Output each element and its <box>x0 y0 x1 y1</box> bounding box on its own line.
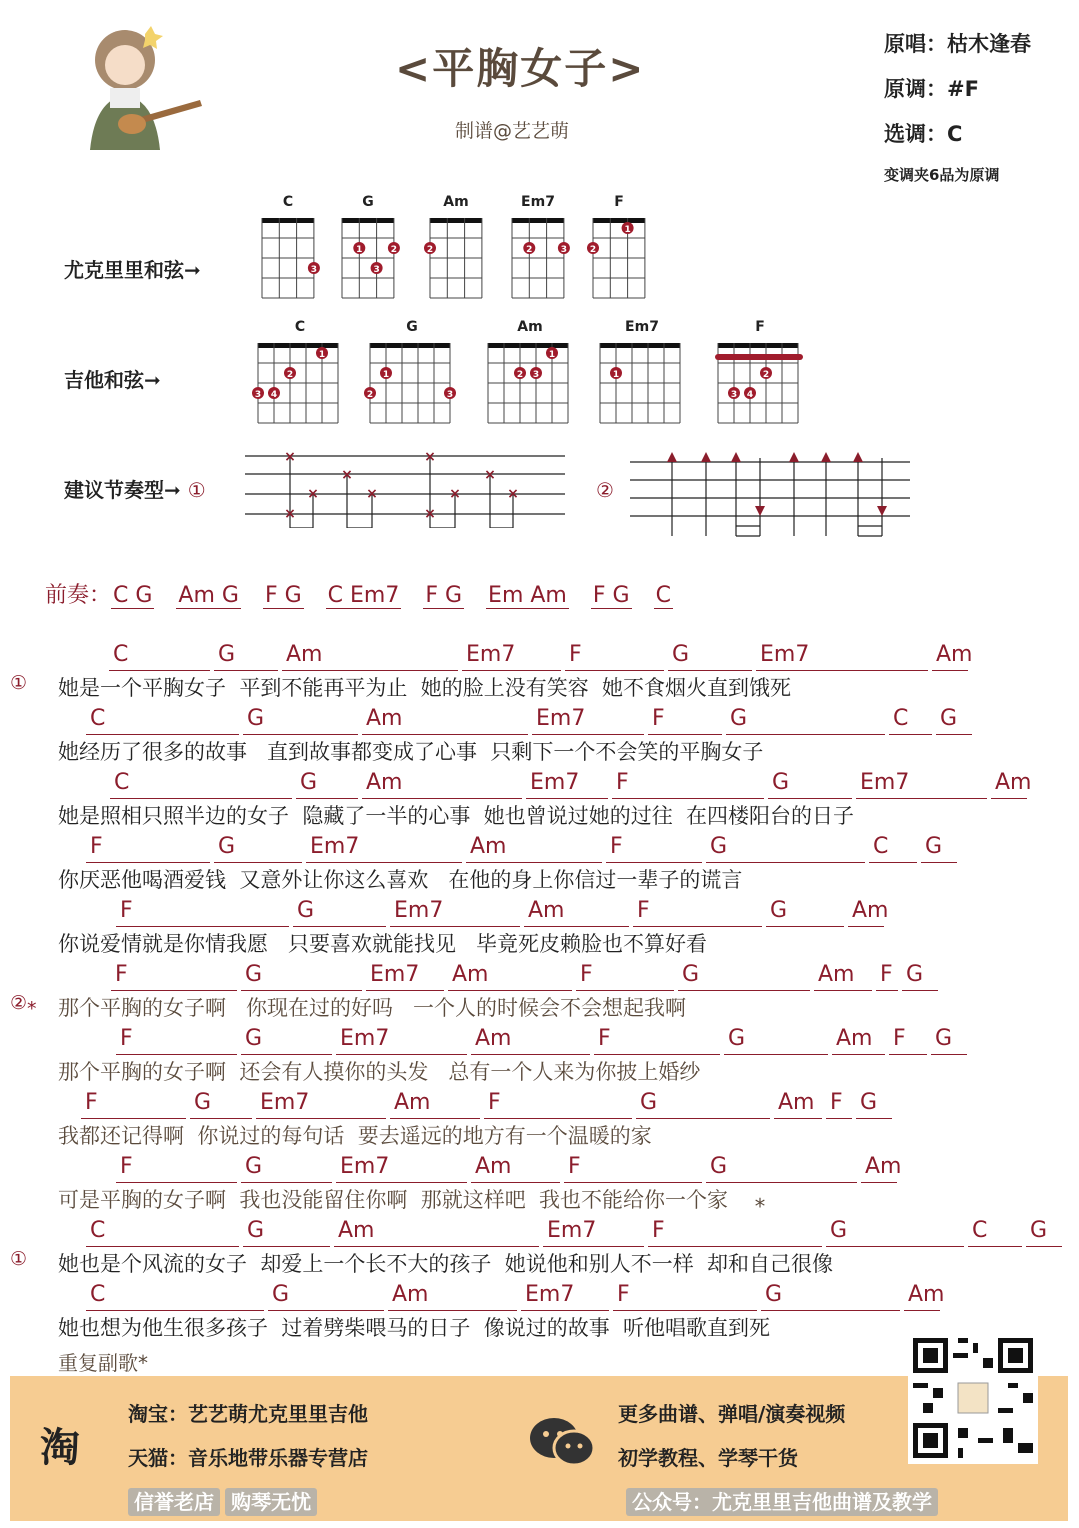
svg-text:4: 4 <box>270 390 278 400</box>
chord-underline <box>636 1118 770 1119</box>
chord-underline <box>931 1054 967 1055</box>
qr-code[interactable] <box>908 1332 1038 1464</box>
chord-name: Am <box>443 194 469 210</box>
guitar-chord-diagrams <box>240 315 820 430</box>
chord-symbol: Em7 <box>860 770 910 795</box>
chord-underline <box>856 1118 892 1119</box>
chord-symbol: F <box>598 1026 611 1051</box>
footer-badges <box>128 1486 317 1515</box>
chord-symbol: Em7 <box>530 770 580 795</box>
chord-underline <box>524 926 629 927</box>
chord-name: F <box>614 194 624 210</box>
original-singer <box>884 28 1031 58</box>
svg-text:2: 2 <box>286 370 294 380</box>
chord-underline <box>241 1182 332 1183</box>
more-content-line-2: 初学教程、学琴干货 <box>618 1446 798 1470</box>
chord-underline <box>521 1310 609 1311</box>
chord-symbol: G <box>728 1026 746 1051</box>
tmall-value: 音乐地带乐器专营店 <box>188 1446 368 1470</box>
svg-text:×: × <box>424 449 436 465</box>
lyric-text: 她是照相只照半边的女子 隐藏了一半的心事 她也曾说过她的过往 在四楼阳台的日子 <box>58 804 855 828</box>
chord-underline <box>334 1246 539 1247</box>
chord-underline <box>633 926 762 927</box>
svg-text:3: 3 <box>560 245 568 255</box>
chord-underline <box>109 670 210 671</box>
svg-text:3: 3 <box>310 265 318 275</box>
svg-text:1: 1 <box>318 350 326 360</box>
chord-symbol: F <box>652 706 665 731</box>
chosen-key <box>884 118 962 148</box>
chord-symbol: F <box>637 898 650 923</box>
chord-underline <box>706 862 865 863</box>
lyric-text: 那个平胸的女子啊 你现在过的好吗 一个人的时候会不会想起我啊 <box>58 996 687 1020</box>
taobao-icon: 淘 <box>40 1425 80 1471</box>
chord-underline <box>116 1182 237 1183</box>
original-key-label: 原调： <box>884 77 947 101</box>
chord-symbol: G <box>830 1218 848 1243</box>
chord-underline <box>293 926 386 927</box>
chord-symbol: Am <box>818 962 855 987</box>
chord-symbol: G <box>245 1154 263 1179</box>
chord-underline <box>110 798 292 799</box>
chord-underline <box>362 798 522 799</box>
chord-underline <box>832 1054 885 1055</box>
chord-underline <box>86 1246 239 1247</box>
chord-symbol: Em7 <box>370 962 420 987</box>
chord-symbol: Am <box>338 1218 375 1243</box>
chord-underline <box>576 990 674 991</box>
chord-underline <box>991 798 1027 799</box>
chord-symbol: F <box>830 1090 843 1115</box>
chosen-key-value: C <box>947 122 963 146</box>
chord-underline <box>936 734 972 735</box>
rhythm-2-marker: ② <box>596 478 614 502</box>
chord-symbol: G <box>682 962 700 987</box>
chord-underline <box>856 798 987 799</box>
chord-underline <box>902 990 938 991</box>
chord-underline <box>466 862 602 863</box>
chord-underline <box>86 862 210 863</box>
chord-underline <box>296 798 358 799</box>
chord-symbol: F <box>90 834 103 859</box>
chord-underline <box>306 862 462 863</box>
chord-symbol: G <box>710 834 728 859</box>
chord-symbol: Am <box>392 1282 429 1307</box>
svg-text:2: 2 <box>762 370 770 380</box>
chord-underline <box>724 1054 828 1055</box>
more-content-line-1: 更多曲谱、弹唱/演奏视频 <box>618 1402 846 1426</box>
guitar-chord-g <box>364 319 456 423</box>
intro-chord: Em Am <box>488 583 567 608</box>
svg-text:×: × <box>341 467 353 483</box>
chord-symbol: Am <box>475 1154 512 1179</box>
chord-underline <box>648 734 722 735</box>
chord-underline <box>889 734 932 735</box>
chord-name: F <box>755 319 765 335</box>
svg-text:3: 3 <box>373 265 380 275</box>
intro-chord: C <box>655 583 671 608</box>
chord-underline <box>814 990 872 991</box>
chord-symbol: Em7 <box>547 1218 597 1243</box>
chord-underline <box>921 862 957 863</box>
chord-underline <box>243 734 358 735</box>
svg-text:×: × <box>484 467 496 483</box>
svg-text:2: 2 <box>589 245 597 255</box>
chord-underline <box>904 1310 940 1311</box>
chord-symbol: G <box>935 1026 953 1051</box>
badge-purchase: 购琴无忧 <box>225 1488 317 1516</box>
chord-symbol: Am <box>366 706 403 731</box>
taobao-line <box>128 1398 368 1427</box>
chord-symbol: F <box>610 834 623 859</box>
chord-underline <box>241 990 362 991</box>
repeat-chorus-note: 重复副歌* <box>58 1351 148 1375</box>
chord-underline <box>268 1310 384 1311</box>
chord-symbol: C <box>90 1218 106 1243</box>
chord-underline <box>613 1310 757 1311</box>
ukulele-chord-am <box>424 194 482 298</box>
guitar-chord-c <box>252 319 338 423</box>
chord-symbol: Am <box>475 1026 512 1051</box>
svg-text:2: 2 <box>526 245 533 255</box>
intro-chord: F G <box>425 583 463 608</box>
transcriber-credit: 制谱@艺艺萌 <box>455 120 570 142</box>
lyric-text: 那个平胸的女子啊 还会有人摸你的头发 总有一个人来为你披上婚纱 <box>58 1060 701 1084</box>
chord-name: G <box>406 319 418 335</box>
chord-name: G <box>362 194 374 210</box>
chord-underline <box>889 1054 927 1055</box>
intro-chord: Am G <box>178 583 239 608</box>
chord-underline <box>388 1310 517 1311</box>
chord-underline <box>648 1246 822 1247</box>
section-marker: ① <box>10 1248 28 1270</box>
chord-underline <box>678 990 810 991</box>
svg-text:×: × <box>424 506 436 522</box>
chord-symbol: Em7 <box>310 834 360 859</box>
chord-underline <box>241 1054 332 1055</box>
chord-symbol: Am <box>452 962 489 987</box>
chord-symbol: G <box>710 1154 728 1179</box>
chord-symbol: G <box>906 962 924 987</box>
chord-symbol: G <box>672 642 690 667</box>
chord-underline <box>826 1246 964 1247</box>
song-title: <平胸女子> <box>395 44 646 93</box>
chord-underline <box>526 798 608 799</box>
ukulele-chords-label: 尤克里里和弦➞ <box>64 258 201 282</box>
chord-symbol: G <box>640 1090 658 1115</box>
intro-chord: C G <box>113 583 153 608</box>
tmall-label: 天猫： <box>128 1446 188 1470</box>
chord-underline <box>612 798 764 799</box>
chord-symbol: F <box>580 962 593 987</box>
chord-symbol: G <box>940 706 958 731</box>
chord-symbol: F <box>120 1154 133 1179</box>
svg-text:1: 1 <box>382 370 390 380</box>
avatar-illustration <box>60 20 205 150</box>
lyric-text: 可是平胸的女子啊 我也没能留住你啊 那就这样吧 我也不能给你一个家 ⁎ <box>58 1188 766 1212</box>
svg-text:3: 3 <box>446 390 454 400</box>
lyric-text: 她也是个风流的女子 却爱上一个长不大的孩子 她说他和别人不一样 却和自己很像 <box>58 1252 834 1276</box>
chord-underline <box>282 670 458 671</box>
chord-underline <box>484 1118 632 1119</box>
svg-text:3: 3 <box>254 390 262 400</box>
chord-symbol: G <box>730 706 748 731</box>
rhythm-pattern-1 <box>245 448 565 528</box>
original-key <box>884 73 979 103</box>
chord-underline <box>462 670 561 671</box>
chord-name: C <box>282 194 294 210</box>
chord-underline <box>362 734 528 735</box>
rhythm-label-text: 建议节奏型➞ <box>64 478 181 502</box>
svg-text:1: 1 <box>548 350 556 360</box>
chord-symbol: G <box>245 962 263 987</box>
chord-symbol: G <box>272 1282 290 1307</box>
chord-underline <box>565 670 664 671</box>
rhythm-label <box>64 474 206 503</box>
chord-symbol: C <box>873 834 889 859</box>
svg-text:2: 2 <box>366 390 374 400</box>
chord-symbol: Am <box>286 642 323 667</box>
chord-symbol: Em7 <box>340 1154 390 1179</box>
chord-underline <box>243 1246 330 1247</box>
chord-underline <box>564 1182 702 1183</box>
chord-symbol: G <box>218 642 236 667</box>
svg-text:×: × <box>449 486 461 502</box>
chord-underline <box>336 1182 467 1183</box>
chord-symbol: F <box>568 1154 581 1179</box>
svg-text:×: × <box>284 506 296 522</box>
chord-symbol: F <box>569 642 582 667</box>
chord-name: C <box>294 319 306 335</box>
svg-text:4: 4 <box>746 390 754 400</box>
chord-symbol: Em7 <box>760 642 810 667</box>
chord-symbol: F <box>488 1090 501 1115</box>
chord-symbol: C <box>114 770 130 795</box>
chord-underline <box>706 1182 857 1183</box>
guitar-chords-label: 吉他和弦➞ <box>64 368 161 392</box>
ukulele-chord-c <box>262 194 320 298</box>
chord-underline <box>594 1054 720 1055</box>
chord-underline <box>471 1054 590 1055</box>
svg-text:1: 1 <box>624 225 631 235</box>
rhythm-pattern-2 <box>630 448 910 538</box>
chord-symbol: F <box>880 962 893 987</box>
chord-underline <box>774 1118 822 1119</box>
chord-underline <box>861 1182 897 1183</box>
chord-symbol: F <box>616 770 629 795</box>
taobao-label: 淘宝： <box>128 1402 188 1426</box>
chord-symbol: G <box>300 770 318 795</box>
taobao-value: 艺艺萌尤克里里吉他 <box>188 1402 368 1426</box>
chord-symbol: G <box>765 1282 783 1307</box>
svg-text:1: 1 <box>612 370 620 380</box>
chord-underline <box>668 670 752 671</box>
chord-symbol: Em7 <box>340 1026 390 1051</box>
chord-symbol: Em7 <box>394 898 444 923</box>
chord-symbol: Am <box>836 1026 873 1051</box>
chord-symbol: Am <box>394 1090 431 1115</box>
chord-underline <box>190 1118 252 1119</box>
original-key-value: #F <box>947 77 979 101</box>
chord-underline <box>726 734 885 735</box>
chord-underline <box>390 926 520 927</box>
svg-text:3: 3 <box>532 370 540 380</box>
chord-symbol: G <box>770 898 788 923</box>
chord-symbol: G <box>1030 1218 1048 1243</box>
badge-reputation: 信誉老店 <box>128 1488 220 1516</box>
svg-text:2: 2 <box>426 245 434 255</box>
chord-symbol: Am <box>470 834 507 859</box>
chord-underline <box>766 926 844 927</box>
chord-symbol: F <box>120 898 133 923</box>
intro-chord: C Em7 <box>327 583 400 608</box>
chord-symbol: G <box>218 834 236 859</box>
footer-banner <box>10 1376 1068 1521</box>
lyric-text: 她也想为他生很多孩子 过着劈柴喂马的日子 像说过的故事 听他唱歌直到死 <box>58 1316 771 1340</box>
lyric-text: 你厌恶他喝酒爱钱 又意外让你这么喜欢 在他的身上你信过一辈子的谎言 <box>58 868 743 892</box>
chord-symbol: Em7 <box>260 1090 310 1115</box>
svg-text:×: × <box>507 486 519 502</box>
chord-symbol: F <box>893 1026 906 1051</box>
intro-chords <box>111 583 695 608</box>
capo-note: 变调夹6品为原调 <box>884 166 1000 184</box>
tmall-line <box>128 1442 368 1471</box>
chord-symbol: Am <box>865 1154 902 1179</box>
chord-name: Em7 <box>625 319 659 335</box>
chord-symbol: C <box>90 1282 106 1307</box>
lyric-text: 她经历了很多的故事 直到故事都变成了心事 只剩下一个不会笑的平胸女子 <box>58 740 764 764</box>
chord-underline <box>214 862 302 863</box>
lyric-text: 你说爱情就是你情我愿 只要喜欢就能找见 毕竟死皮赖脸也不算好看 <box>58 932 708 956</box>
chord-underline <box>768 798 852 799</box>
chord-symbol: Em7 <box>536 706 586 731</box>
chord-name: Em7 <box>521 194 555 210</box>
wechat-account-badge: 公众号：尤克里里吉他曲谱及教学 <box>626 1488 938 1516</box>
lyric-text: 我都还记得啊 你说过的每句话 要去遥远的地方有一个温暖的家 <box>58 1124 652 1148</box>
guitar-chord-f <box>715 319 803 423</box>
chord-underline <box>532 734 644 735</box>
chord-underline <box>1026 1246 1062 1247</box>
chord-symbol: G <box>772 770 790 795</box>
svg-text:2: 2 <box>516 370 524 380</box>
ukulele-chord-em7 <box>512 194 570 298</box>
guitar-chord-am <box>488 319 568 423</box>
chord-symbol: Am <box>852 898 889 923</box>
chord-underline <box>214 670 278 671</box>
intro-chord: F G <box>264 583 302 608</box>
chord-symbol: G <box>925 834 943 859</box>
chord-symbol: Am <box>908 1282 945 1307</box>
svg-text:2: 2 <box>390 245 398 255</box>
chord-underline <box>826 1118 852 1119</box>
chord-symbol: F <box>652 1218 665 1243</box>
svg-text:×: × <box>307 486 319 502</box>
chord-underline <box>86 734 239 735</box>
chord-underline <box>336 1054 467 1055</box>
chord-symbol: Am <box>995 770 1032 795</box>
lyric-text: 她是一个平胸女子 平到不能再平为止 她的脸上没有笑容 她不食烟火直到饿死 <box>58 676 792 700</box>
chord-symbol: Am <box>366 770 403 795</box>
chord-symbol: F <box>617 1282 630 1307</box>
chord-underline <box>968 1246 1022 1247</box>
chord-underline <box>471 1182 560 1183</box>
chord-underline <box>116 926 289 927</box>
guitar-chord-em7 <box>600 319 680 423</box>
chord-symbol: Em7 <box>466 642 516 667</box>
barre <box>715 354 803 360</box>
chord-symbol: C <box>90 706 106 731</box>
chord-underline <box>81 1118 186 1119</box>
original-singer-label: 原唱： <box>884 32 947 56</box>
ukulele-chord-diagrams <box>250 190 650 305</box>
chosen-key-label: 选调： <box>884 122 947 146</box>
chord-underline <box>111 990 237 991</box>
ukulele-chord-f <box>587 194 645 298</box>
chord-symbol: F <box>85 1090 98 1115</box>
chord-symbol: C <box>113 642 129 667</box>
section-marker: ① <box>10 672 28 694</box>
chord-symbol: G <box>194 1090 212 1115</box>
chord-underline <box>848 926 884 927</box>
chord-underline <box>256 1118 386 1119</box>
chord-underline <box>606 862 702 863</box>
intro-chord: F G <box>592 583 630 608</box>
chord-underline <box>543 1246 644 1247</box>
chord-symbol: Am <box>778 1090 815 1115</box>
chord-symbol: Am <box>936 642 973 667</box>
rhythm-1-marker: ① <box>187 478 206 502</box>
chord-symbol: C <box>972 1218 988 1243</box>
chord-symbol: G <box>860 1090 878 1115</box>
chord-underline <box>761 1310 900 1311</box>
svg-text:×: × <box>284 449 296 465</box>
wechat-icon <box>528 1414 598 1474</box>
chord-symbol: G <box>245 1026 263 1051</box>
chord-symbol: Em7 <box>525 1282 575 1307</box>
intro-label: 前奏： <box>45 583 112 608</box>
chord-underline <box>390 1118 480 1119</box>
chord-name: Am <box>517 319 543 335</box>
chord-symbol: F <box>115 962 128 987</box>
chord-underline <box>448 990 572 991</box>
chord-symbol: C <box>893 706 909 731</box>
chord-underline <box>932 670 968 671</box>
ukulele-chord-g <box>342 194 400 298</box>
chord-underline <box>756 670 928 671</box>
chord-symbol: G <box>297 898 315 923</box>
wechat-account <box>626 1486 938 1515</box>
chord-underline <box>86 1310 264 1311</box>
chord-symbol: F <box>120 1026 133 1051</box>
chord-underline <box>876 990 898 991</box>
chord-symbol: Am <box>528 898 565 923</box>
original-singer-value: 枯木逢春 <box>947 32 1031 56</box>
section-marker: ②⁎ <box>10 992 37 1014</box>
chord-underline <box>366 990 444 991</box>
svg-text:1: 1 <box>356 245 363 255</box>
chord-symbol: G <box>247 1218 265 1243</box>
svg-text:×: × <box>366 486 378 502</box>
chord-symbol: G <box>247 706 265 731</box>
intro-line <box>45 578 695 609</box>
chord-underline <box>116 1054 237 1055</box>
chord-underline <box>869 862 917 863</box>
svg-text:3: 3 <box>730 390 738 400</box>
